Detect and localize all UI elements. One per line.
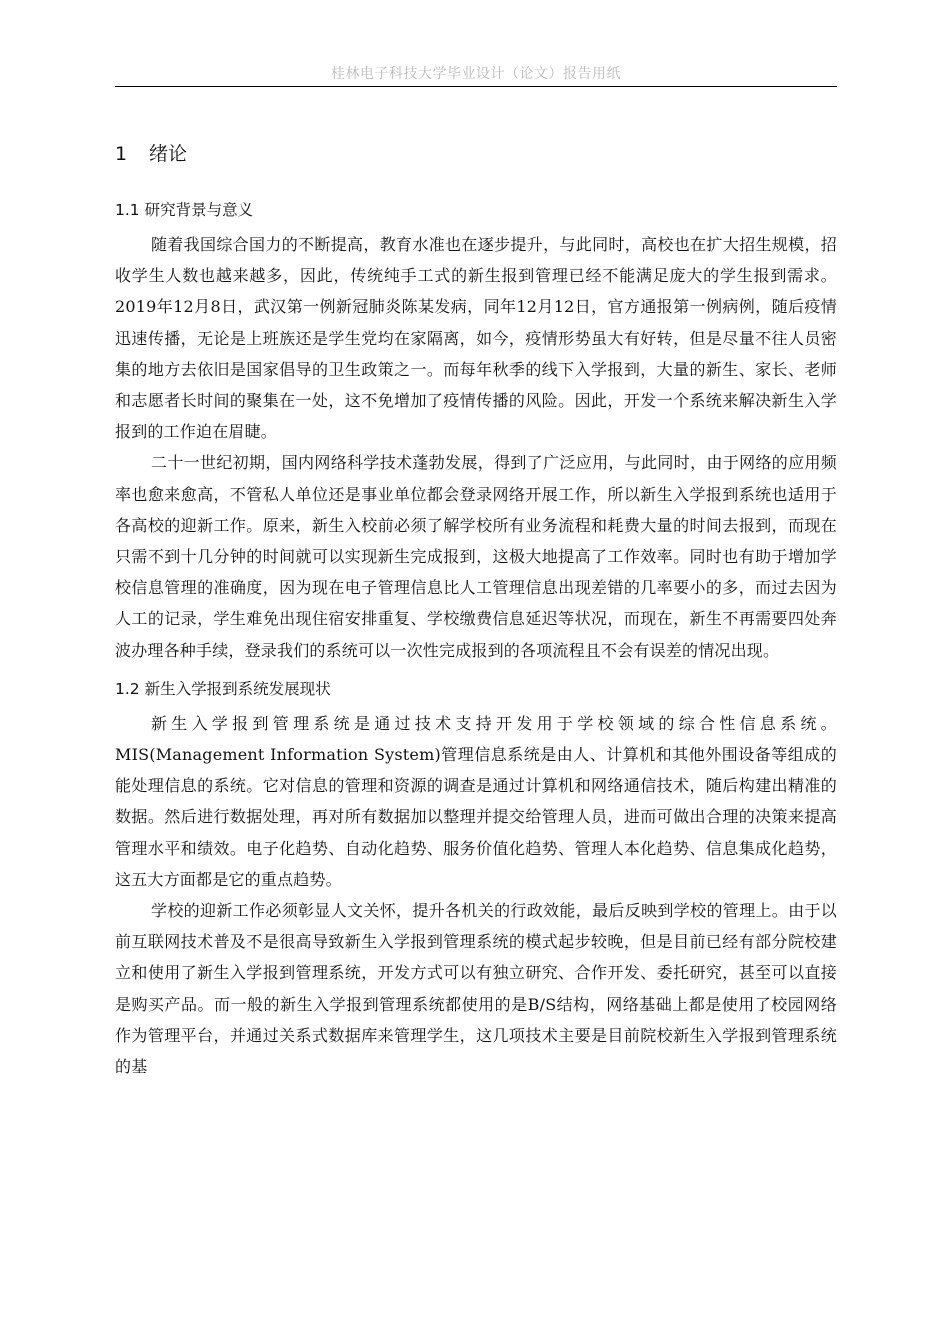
paragraph: 随着我国综合国力的不断提高，教育水准也在逐步提升，与此同时，高校也在扩大招生规模，招收学生人数也越来越多，因此，传统纯手工式的新生报到管理已经不能满足庞大的学生报到需求。2019年12月8日，武汉第一例新冠肺炎陈某发病，同年12月12日，官方通报第一例病例，随后疫情迅速传播，无论是上班族还是学生党均在家隔离，如今，疫情形势虽大有好转，但是尽量不往人员密集的地方去依旧是国家倡导的卫生政策之一。而每年秋季的线下入学报到，大量的新生、家长、老师和志愿者长时间的聚集在一处，这不免增加了疫情传播的风险。因此，开发一个系统来解决新生入学报到的工作迫在眉睫。 [115,235,837,442]
chapter-heading [115,138,837,170]
body-content [115,138,837,1082]
chapter-title: 绪论 [149,143,188,165]
chapter-number: 1 [115,143,128,165]
paragraph: 新生入学报到管理系统是通过技术支持开发用于学校领域的综合性信息系统。MIS(Management Information System)管理信息系统是由人、计算机和其他外围设备等组成的能处理信息的系统。它对信息的管理和资源的调查是通过计算机和网络通信技术，随后构建出精准的数据。然后进行数据处理，再对所有数据加以整理并提交给管理人员，进而可做出合理的决策来提高管理水平和绩效。电子化趋势、自动化趋势、服务价值化趋势、管理人本化趋势、信息集成化趋势，这五大方面都是它的重点趋势。 [115,713,837,889]
paragraph: 学校的迎新工作必须彰显人文关怀，提升各机关的行政效能，最后反映到学校的管理上。由于以前互联网技术普及不是很高导致新生入学报到管理系统的模式起步较晚，但是目前已经有部分院校建立和使用了新生入学报到管理系统，开发方式可以有独立研究、合作开发、委托研究，甚至可以直接是购买产品。而一般的新生入学报到管理系统都使用的是B/S结构，网络基础上都是使用了校园网络作为管理平台，并通过关系式数据库来管理学生，这几项技术主要是目前院校新生入学报到管理系统的基 [115,901,837,1077]
section-heading-1-1: 1.1 研究背景与意义 [115,201,254,219]
paragraph: 二十一世纪初期，国内网络科学技术蓬勃发展，得到了广泛应用，与此同时，由于网络的应用频率也愈来愈高，不管私人单位还是事业单位都会登录网络开展工作，所以新生入学报到系统也适用于各高校的迎新工作。原来，新生入校前必须了解学校所有业务流程和耗费大量的时间去报到，而现在只需不到十几分钟的时间就可以实现新生完成报到，这极大地提高了工作效率。同时也有助于增加学校信息管理的准确度，因为现在电子管理信息比人工管理信息出现差错的几率要小的多，而过去因为人工的记录，学生难免出现住宿安排重复、学校缴费信息延迟等状况，而现在，新生不再需要四处奔波办理各种手续，登录我们的系统可以一次性完成报到的各项流程且不会有误差的情况出现。 [115,453,837,660]
section-heading-1-2: 1.2 新生入学报到系统发展现状 [115,679,331,698]
running-header: 桂林电子科技大学毕业设计（论文）报告用纸 [331,66,621,82]
header-rule [115,86,837,87]
